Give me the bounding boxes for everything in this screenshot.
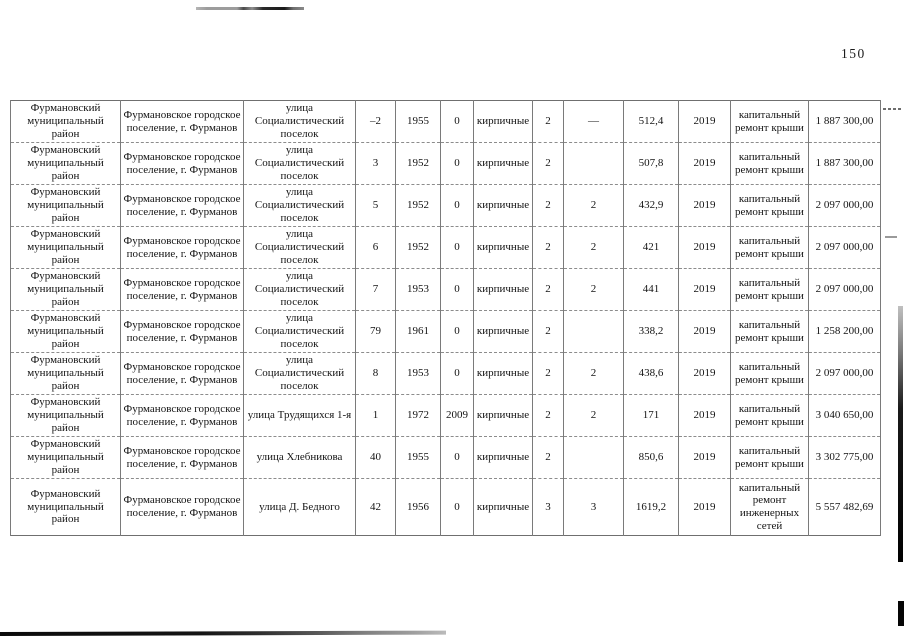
cell-floors: 2 [533,353,564,395]
cell-year-reconstruction: 0 [441,143,474,185]
cell-year-reconstruction: 0 [441,479,474,536]
cell-floors: 2 [533,395,564,437]
cell-year-reconstruction: 0 [441,269,474,311]
cell-year-built: 1955 [396,437,441,479]
cell-cost: 5 557 482,69 [809,479,881,536]
cell-house-number: 6 [356,227,396,269]
cell-area: 850,6 [624,437,679,479]
cell-cost: 1 887 300,00 [809,143,881,185]
cell-year-reconstruction: 2009 [441,395,474,437]
cell-year-reconstruction: 0 [441,311,474,353]
cell-year-built: 1956 [396,479,441,536]
cell-settlement: Фурмановское городское поселение, г. Фурманов [121,437,244,479]
cell-wall-material: кирпичные [474,395,533,437]
cell-year-built: 1952 [396,185,441,227]
cell-floors: 2 [533,437,564,479]
cell-entrances: 2 [564,227,624,269]
cell-house-number: –2 [356,101,396,143]
cell-repair-year: 2019 [679,311,731,353]
cell-entrances [564,311,624,353]
cell-wall-material: кирпичные [474,353,533,395]
cell-wall-material: кирпичные [474,101,533,143]
cell-settlement: Фурмановское городское поселение, г. Фурманов [121,395,244,437]
cell-street: улица Социалистический поселок [244,269,356,311]
cell-repair-type: капитальный ремонт инженерных сетей [731,479,809,536]
cell-repair-type: капитальный ремонт крыши [731,185,809,227]
scan-artifact-right-edge-stripe [898,306,903,562]
table-row [11,353,881,395]
cell-floors: 2 [533,311,564,353]
cell-municipal-district: Фурмановский муниципальный район [11,101,121,143]
cell-repair-year: 2019 [679,227,731,269]
cell-area: 338,2 [624,311,679,353]
cell-entrances: 2 [564,395,624,437]
cell-cost: 3 302 775,00 [809,437,881,479]
cell-municipal-district: Фурмановский муниципальный район [11,185,121,227]
page-number: 150 [841,46,866,61]
cell-settlement: Фурмановское городское поселение, г. Фурманов [121,479,244,536]
scan-artifact-bottom-line [0,631,446,636]
cell-settlement: Фурмановское городское поселение, г. Фурманов [121,227,244,269]
cell-repair-year: 2019 [679,185,731,227]
table-row [11,101,881,143]
cell-area: 441 [624,269,679,311]
cell-entrances: 3 [564,479,624,536]
cell-cost: 3 040 650,00 [809,395,881,437]
cell-area: 432,9 [624,185,679,227]
cell-repair-type: капитальный ремонт крыши [731,311,809,353]
table-row [11,479,881,536]
cell-repair-type: капитальный ремонт крыши [731,437,809,479]
cell-floors: 2 [533,227,564,269]
cell-repair-type: капитальный ремонт крыши [731,227,809,269]
cell-year-reconstruction: 0 [441,437,474,479]
cell-house-number: 42 [356,479,396,536]
cell-wall-material: кирпичные [474,479,533,536]
cell-municipal-district: Фурмановский муниципальный район [11,143,121,185]
cell-cost: 2 097 000,00 [809,185,881,227]
cell-repair-year: 2019 [679,479,731,536]
cell-wall-material: кирпичные [474,227,533,269]
cell-repair-year: 2019 [679,395,731,437]
table-row [11,395,881,437]
cell-year-built: 1972 [396,395,441,437]
cell-year-reconstruction: 0 [441,353,474,395]
cell-street: улица Социалистический поселок [244,311,356,353]
buildings-table [10,100,881,536]
cell-floors: 3 [533,479,564,536]
cell-repair-year: 2019 [679,143,731,185]
cell-settlement: Фурмановское городское поселение, г. Фурманов [121,269,244,311]
cell-wall-material: кирпичные [474,437,533,479]
cell-municipal-district: Фурмановский муниципальный район [11,437,121,479]
cell-entrances: 2 [564,185,624,227]
cell-cost: 1 887 300,00 [809,101,881,143]
cell-entrances: — [564,101,624,143]
cell-street: улица Социалистический поселок [244,101,356,143]
table-row [11,143,881,185]
cell-street: улица Социалистический поселок [244,353,356,395]
table-row [11,227,881,269]
cell-area: 512,4 [624,101,679,143]
cell-municipal-district: Фурмановский муниципальный район [11,227,121,269]
cell-wall-material: кирпичные [474,311,533,353]
cell-house-number: 7 [356,269,396,311]
cell-year-reconstruction: 0 [441,101,474,143]
cell-street: улица Д. Бедного [244,479,356,536]
cell-settlement: Фурмановское городское поселение, г. Фурманов [121,353,244,395]
cell-repair-type: капитальный ремонт крыши [731,353,809,395]
cell-municipal-district: Фурмановский муниципальный район [11,395,121,437]
cell-repair-type: капитальный ремонт крыши [731,143,809,185]
cell-repair-type: капитальный ремонт крыши [731,269,809,311]
cell-year-built: 1952 [396,143,441,185]
cell-municipal-district: Фурмановский муниципальный район [11,269,121,311]
cell-floors: 2 [533,143,564,185]
cell-street: улица Социалистический поселок [244,143,356,185]
cell-wall-material: кирпичные [474,269,533,311]
cell-cost: 1 258 200,00 [809,311,881,353]
cell-year-reconstruction: 0 [441,185,474,227]
cell-year-built: 1953 [396,269,441,311]
scan-artifact-right-edge-mark [898,601,904,626]
cell-repair-type: капитальный ремонт крыши [731,395,809,437]
cell-municipal-district: Фурмановский муниципальный район [11,479,121,536]
cell-settlement: Фурмановское городское поселение, г. Фурманов [121,311,244,353]
cell-area: 1619,2 [624,479,679,536]
scan-artifact-dash-right-2 [885,236,897,238]
cell-area: 507,8 [624,143,679,185]
scan-artifact-top-line [196,7,304,10]
cell-area: 438,6 [624,353,679,395]
table-body [11,101,881,536]
cell-house-number: 79 [356,311,396,353]
table-row [11,269,881,311]
cell-year-built: 1952 [396,227,441,269]
cell-wall-material: кирпичные [474,185,533,227]
cell-municipal-district: Фурмановский муниципальный район [11,311,121,353]
cell-entrances [564,437,624,479]
cell-municipal-district: Фурмановский муниципальный район [11,353,121,395]
cell-street: улица Социалистический поселок [244,185,356,227]
cell-cost: 2 097 000,00 [809,227,881,269]
table-row [11,437,881,479]
cell-cost: 2 097 000,00 [809,269,881,311]
cell-repair-type: капитальный ремонт крыши [731,101,809,143]
cell-house-number: 5 [356,185,396,227]
scan-artifact-dash-right-1 [883,108,901,110]
cell-street: улица Социалистический поселок [244,227,356,269]
cell-wall-material: кирпичные [474,143,533,185]
cell-entrances: 2 [564,269,624,311]
cell-floors: 2 [533,185,564,227]
cell-house-number: 40 [356,437,396,479]
cell-repair-year: 2019 [679,269,731,311]
cell-year-built: 1953 [396,353,441,395]
cell-floors: 2 [533,269,564,311]
cell-area: 171 [624,395,679,437]
cell-settlement: Фурмановское городское поселение, г. Фурманов [121,101,244,143]
cell-year-built: 1961 [396,311,441,353]
cell-year-built: 1955 [396,101,441,143]
table-row [11,311,881,353]
cell-settlement: Фурмановское городское поселение, г. Фурманов [121,185,244,227]
cell-entrances [564,143,624,185]
cell-repair-year: 2019 [679,353,731,395]
cell-repair-year: 2019 [679,437,731,479]
cell-floors: 2 [533,101,564,143]
cell-year-reconstruction: 0 [441,227,474,269]
cell-entrances: 2 [564,353,624,395]
cell-repair-year: 2019 [679,101,731,143]
table-row [11,185,881,227]
cell-cost: 2 097 000,00 [809,353,881,395]
cell-settlement: Фурмановское городское поселение, г. Фурманов [121,143,244,185]
cell-street: улица Трудящихся 1-я [244,395,356,437]
cell-house-number: 8 [356,353,396,395]
cell-house-number: 3 [356,143,396,185]
cell-area: 421 [624,227,679,269]
cell-house-number: 1 [356,395,396,437]
cell-street: улица Хлебникова [244,437,356,479]
